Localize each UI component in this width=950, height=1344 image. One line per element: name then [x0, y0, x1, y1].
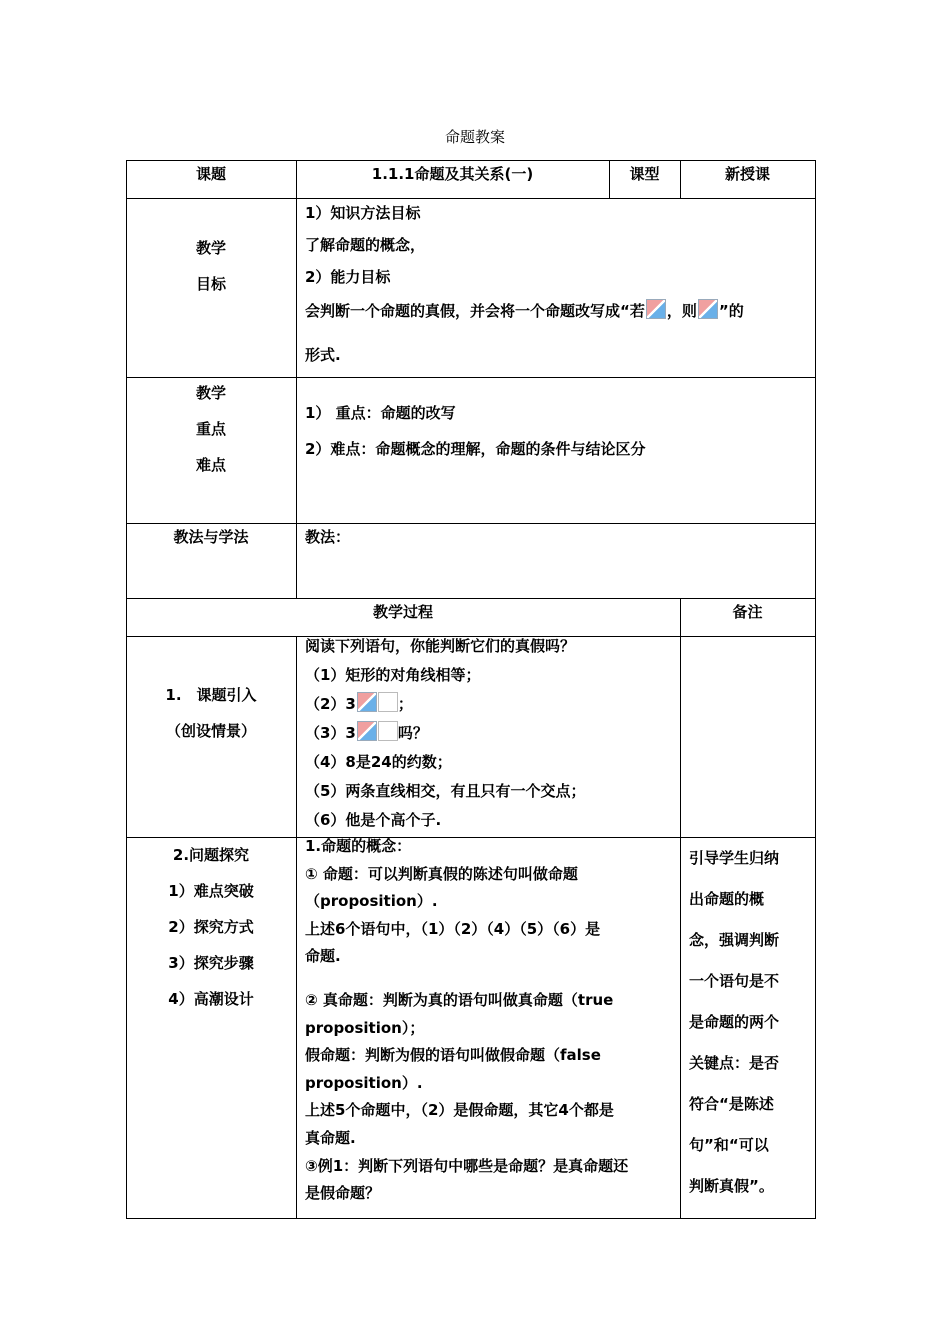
goals-rewrite-line: 会判断一个命题的真假，并会将一个命题改写成“若 ，则 ”的 — [305, 297, 810, 325]
methods-value: 教法： — [305, 528, 351, 546]
formula-image-icon — [378, 692, 398, 712]
type-value: 新授课 — [724, 165, 770, 183]
process-header: 教学过程 — [372, 603, 433, 621]
goals-content: 1）知识方法目标 了解命题的概念， 2）能力目标 会判断一个命题的真假，并会将一个命题改写成“若 ，则 ”的 形式. — [305, 198, 810, 369]
type-label: 课型 — [629, 165, 660, 183]
intro-label: 1. 课题引入 （创设情景） — [165, 686, 257, 740]
methods-label: 教法与学法 — [173, 528, 249, 546]
formula-image-icon — [646, 299, 666, 319]
topic-value: 1.1.1命题及其关系(一) — [371, 165, 534, 183]
formula-image-icon — [698, 299, 718, 319]
formula-image-icon — [357, 721, 377, 741]
notes-header: 备注 — [732, 603, 763, 621]
intro-content: 阅读下列语句，你能判断它们的真假吗？ （1）矩形的对角线相等； （2）3 ； （3）3 吗？ （4）8是24的约数； （5）两条直线相交，有且只有一个交点； （6）他是个高个子. — [305, 637, 586, 829]
explore-content: 1.命题的概念： ① 命题：可以判断真假的陈述句叫做命题 （proposition）. 上述6个语句中，（1）（2）（4）（5）（6）是 命题. ② 真命题：判断为真的语句叫做真命题（true proposition）； 假命题：判断为假的语句叫做假命题（false proposition）. 上述5个命题中，（2）是假命题，其它4个都是 真命题. ③例1：判断下列语句中哪些是命题？是真命题还 是假命题？ — [305, 837, 629, 1203]
topic-label: 课题 — [195, 165, 226, 183]
focus-content: 1） 重点：命题的改写 2）难点：命题概念的理解，命题的条件与结论区分 — [305, 404, 646, 458]
goals-label: 教学 目标 — [195, 239, 226, 293]
lesson-plan-table — [126, 160, 816, 1220]
formula-image-icon — [378, 721, 398, 741]
formula-image-icon — [357, 692, 377, 712]
focus-label: 教学 重点 难点 — [195, 384, 226, 474]
explore-labels: 2.问题探究 1）难点突破 2）探究方式 3）探究步骤 4）高潮设计 — [168, 846, 254, 1008]
document-title: 命题教案 — [444, 128, 505, 146]
explore-notes: 引导学生归纳 出命题的概 念，强调判断 一个语句是不 是命题的两个 关键点：是否 符合“是陈述 句”和“可以 判断真假”。 — [689, 849, 780, 1195]
